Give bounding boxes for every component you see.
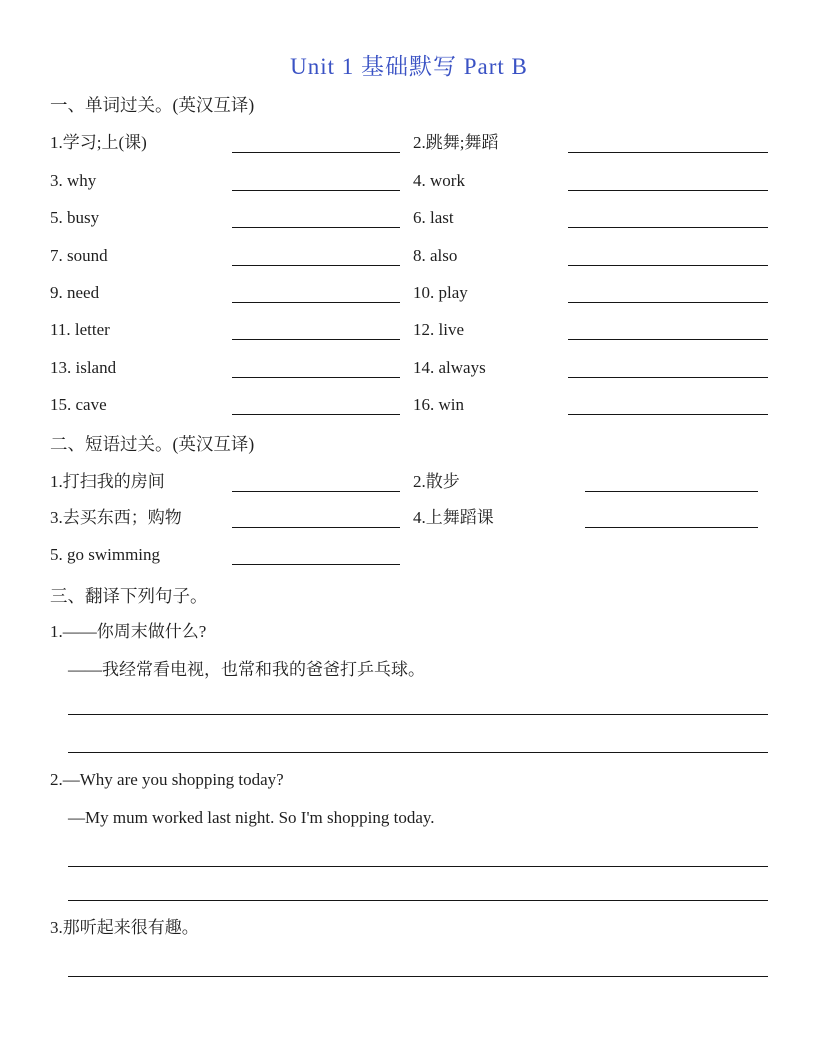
- answer-line[interactable]: [68, 715, 768, 753]
- word-row: [50, 118, 768, 155]
- word-item-label: 15. cave: [50, 395, 107, 415]
- word-item-label: 9. need: [50, 282, 100, 302]
- word-item-label: 3. why: [50, 170, 97, 190]
- word-row: [50, 305, 768, 342]
- answer-blank[interactable]: [568, 336, 768, 340]
- word-item-label: 8. also: [413, 245, 458, 265]
- word-item-label: 13. island: [50, 357, 117, 377]
- translation-sentence: 2.—Why are you shopping today?: [50, 769, 284, 789]
- answer-blank[interactable]: [568, 299, 768, 303]
- word-row: [50, 193, 768, 230]
- answer-blank[interactable]: [585, 524, 758, 528]
- section-heading-words: 一、单词过关。(英汉互译): [50, 95, 255, 115]
- section-heading-translation: 三、翻译下列句子。: [50, 585, 208, 606]
- word-item-label: 11. letter: [50, 320, 110, 340]
- answer-blank[interactable]: [568, 224, 768, 228]
- answer-blank[interactable]: [232, 524, 400, 528]
- translation-sentence: ——我经常看电视，也常和我的爸爸打乒乓球。: [68, 659, 425, 679]
- translation-sentence: 3.那听起来很有趣。: [50, 917, 199, 937]
- answer-blank[interactable]: [232, 224, 400, 228]
- phrase-item-label: 4.上舞蹈课: [413, 508, 494, 528]
- translation-sentence: —My mum worked last night. So I'm shopping today.: [68, 807, 435, 827]
- answer-line[interactable]: [68, 685, 768, 715]
- word-row: [50, 230, 768, 267]
- answer-blank[interactable]: [232, 187, 400, 191]
- answer-line[interactable]: [68, 867, 768, 901]
- section-heading-phrases: 二、短语过关。(英汉互译): [50, 434, 255, 455]
- word-item-label: 10. play: [413, 282, 468, 302]
- phrase-item-label: 2.散步: [413, 471, 460, 491]
- answer-blank[interactable]: [568, 149, 768, 153]
- word-row: [50, 342, 768, 379]
- answer-line[interactable]: [68, 943, 768, 977]
- word-item-label: 12. live: [413, 320, 464, 340]
- answer-blank[interactable]: [232, 149, 400, 153]
- answer-blank[interactable]: [568, 374, 768, 378]
- answer-blank[interactable]: [232, 262, 400, 266]
- word-item-label: 1.学习;上(课): [50, 133, 147, 153]
- word-row: [50, 155, 768, 192]
- phrase-item-label: 3.去买东西；购物: [50, 508, 182, 528]
- answer-blank[interactable]: [585, 488, 758, 492]
- phrase-row: [50, 530, 768, 567]
- word-item-label: 16. win: [413, 395, 464, 415]
- answer-blank[interactable]: [568, 262, 768, 266]
- answer-blank[interactable]: [568, 187, 768, 191]
- word-row: [50, 268, 768, 305]
- answer-line[interactable]: [68, 833, 768, 867]
- word-item-label: 14. always: [413, 357, 486, 377]
- answer-blank[interactable]: [232, 336, 400, 340]
- word-item-label: 5. busy: [50, 208, 100, 228]
- phrase-item-label: 1.打扫我的房间: [50, 471, 165, 491]
- word-item-label: 4. work: [413, 170, 465, 190]
- word-item-label: 2.跳舞;舞蹈: [413, 133, 499, 153]
- phrase-item-label: 5. go swimming: [50, 544, 161, 564]
- answer-blank[interactable]: [232, 561, 400, 565]
- answer-blank[interactable]: [232, 411, 400, 415]
- phrase-row: [50, 494, 768, 531]
- word-row: [50, 380, 768, 417]
- answer-blank[interactable]: [568, 411, 768, 415]
- word-item-label: 7. sound: [50, 245, 108, 265]
- answer-blank[interactable]: [232, 488, 400, 492]
- page-title: Unit 1 基础默写 Part B: [290, 54, 528, 79]
- word-item-label: 6. last: [413, 208, 454, 228]
- phrase-row: [50, 457, 768, 494]
- translation-sentence: 1.——你周末做什么?: [50, 621, 207, 641]
- answer-blank[interactable]: [232, 374, 400, 378]
- answer-blank[interactable]: [232, 299, 400, 303]
